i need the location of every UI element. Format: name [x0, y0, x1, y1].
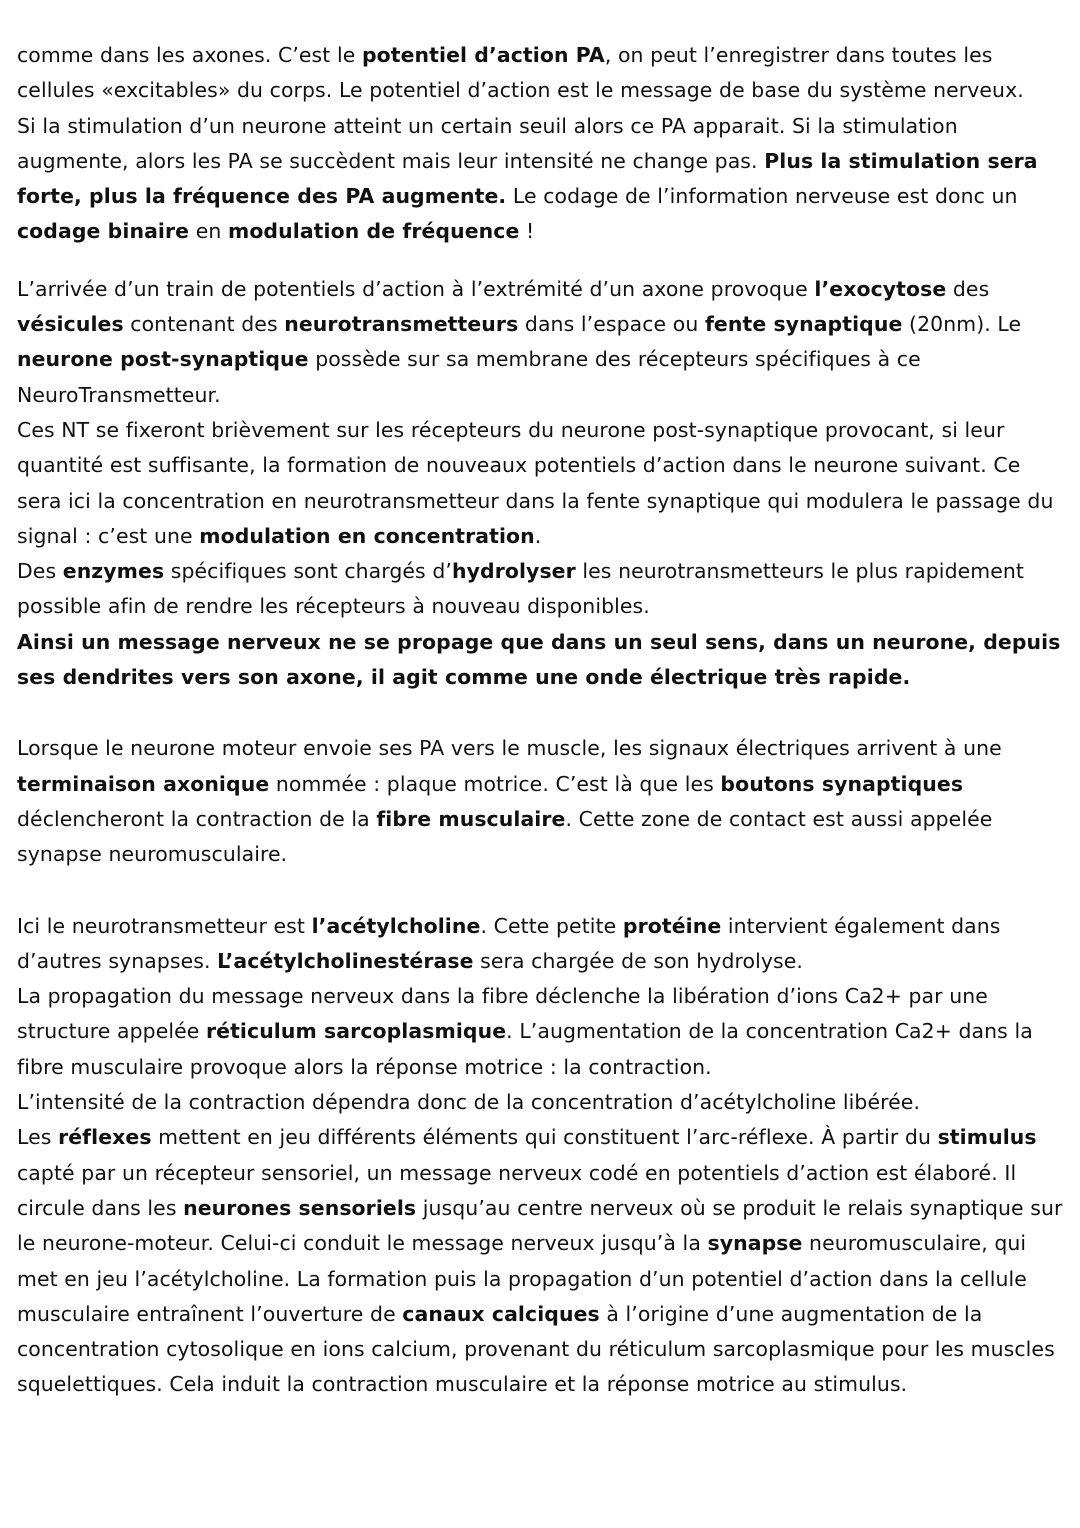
text-run: L’intensité de la contraction dépendra donc de la concentration d’acétylcholine libérée. [17, 1090, 921, 1115]
bold-term: Ainsi un message nerveux ne se propage que dans un seul sens, dans un neurone, depuis ses dendrites vers son axone, il agit comme une onde électrique très rapide. [17, 629, 1061, 690]
paragraph-spacer [17, 250, 1067, 272]
paragraph-p8 [17, 909, 1067, 980]
bold-term: l’acétylcholine [311, 913, 481, 938]
text-run: neuromusculaire, qui met en jeu l’acétylcholine. La formation puis la propagation d’un potentiel d’action dans la cellule musculaire entraînent l’ouverture de [17, 1231, 1027, 1326]
text-run: des [946, 276, 990, 301]
bold-term: boutons synaptiques [720, 771, 964, 796]
text-run: Les [17, 1125, 59, 1150]
text-run: mettent en jeu différents éléments qui constituent l’arc-réflexe. À partir du [151, 1125, 938, 1150]
bold-term: neurone post-synaptique [17, 347, 309, 372]
bold-term: neurotransmetteurs [284, 312, 519, 337]
bold-term: Plus la stimulation sera forte, plus la fréquence des PA augmente. [17, 148, 1038, 209]
text-run: L’arrivée d’un train de potentiels d’action à l’extrémité d’un axone provoque [17, 276, 815, 301]
bold-term: hydrolyser [452, 559, 576, 584]
text-run: comme dans les axones. C’est le [17, 43, 362, 67]
text-run: à l’origine d’une augmentation de la concentration cytosolique en ions calcium, provenant du réticulum sarcoplasmique pour les muscles squelettiques. Cela induit la contraction musculaire et la réponse motrice au stimulus. [17, 1301, 1055, 1397]
text-run: , on peut l’enregistrer dans toutes les cellules «excitables» du corps. Le potentiel d’action est le message de base du système nerveux. [17, 43, 1024, 103]
text-run: Ces NT se fixeront brièvement sur les récepteurs du neurone post-synaptique provocant, si leur quantité est suffisante, la formation de nouveaux potentiels d’action dans le neurone suivant. Ce sera ici la concentration en neurotransmetteur dans la fente synaptique qui modulera le passage du signal : c’est une [17, 417, 1054, 548]
paragraph-p10 [17, 1085, 1067, 1120]
bold-term: réticulum sarcoplasmique [205, 1019, 507, 1044]
bold-term: codage binaire [17, 219, 190, 244]
bold-term: synapse [707, 1231, 803, 1256]
bold-term: modulation en concentration [199, 523, 535, 548]
bold-term: fente synaptique [704, 312, 903, 337]
text-run: jusqu’au centre nerveux où se produit le relais synaptique sur le neurone-moteur. Celui-ci conduit le message nerveux jusqu’à la [17, 1195, 1063, 1256]
text-run: capté par un récepteur sensoriel, un message nerveux codé en potentiels d’action est élaboré. Il circule dans les [17, 1160, 1017, 1220]
text-run: . L’augmentation de la concentration Ca2+ dans la fibre musculaire provoque alors la réponse motrice : la contraction. [17, 1019, 1033, 1079]
bold-term: l’exocytose [814, 276, 947, 301]
paragraph-p7 [17, 731, 1067, 872]
paragraph-p6 [17, 625, 1067, 696]
text-run: . Cette petite [480, 913, 623, 938]
paragraph-p5 [17, 554, 1067, 625]
paragraph-p9 [17, 979, 1067, 1085]
paragraph-p2 [17, 109, 1067, 250]
text-run: Si la stimulation d’un neurone atteint un certain seuil alors ce PA apparait. Si la stimulation augmente, alors les PA se succèdent mais leur intensité ne change pas. [17, 113, 958, 173]
document-page [17, 38, 1067, 1403]
text-run: Des [17, 559, 63, 584]
bold-term: L’acétylcholinestérase [217, 948, 474, 973]
paragraph-p4 [17, 413, 1067, 554]
paragraph-spacer [17, 695, 1067, 731]
bold-term: fibre musculaire [376, 806, 566, 831]
text-run: contenant des [123, 312, 285, 337]
text-run: déclencheront la contraction de la [17, 806, 377, 831]
text-run: sera chargée de son hydrolyse. [473, 948, 804, 973]
text-run: Lorsque le neurone moteur envoie ses PA vers le muscle, les signaux électriques arrivent à une [17, 736, 1002, 761]
text-run: en [189, 219, 228, 244]
bold-term: enzymes [62, 559, 165, 584]
text-run: . [534, 523, 542, 548]
bold-term: neurones sensoriels [183, 1195, 417, 1220]
bold-term: canaux calciques [402, 1301, 600, 1326]
bold-term: potentiel d’action PA [361, 43, 605, 67]
bold-term: protéine [622, 913, 722, 938]
text-run: La propagation du message nerveux dans la fibre déclenche la libération d’ions Ca2+ par une structure appelée [17, 984, 988, 1044]
paragraph-spacer [17, 873, 1067, 909]
text-run: nommée : plaque motrice. C’est là que les [269, 771, 721, 796]
bold-term: réflexes [58, 1125, 152, 1150]
bold-term: modulation de fréquence [227, 219, 520, 244]
text-run: Le codage de l’information nerveuse est donc un [506, 184, 1018, 209]
text-run: possède sur sa membrane des récepteurs spécifiques à ce NeuroTransmetteur. [17, 347, 921, 407]
text-run: les neurotransmetteurs le plus rapidement possible afin de rendre les récepteurs à nouveau disponibles. [17, 559, 1024, 619]
text-run: . Cette zone de contact est aussi appelée synapse neuromusculaire. [17, 806, 993, 867]
text-run: intervient également dans d’autres synapses. [17, 913, 1001, 973]
paragraph-p3 [17, 272, 1067, 413]
paragraph-p1 [17, 38, 1067, 109]
text-run: Ici le neurotransmetteur est [17, 913, 312, 938]
text-run: (20nm). Le [902, 312, 1022, 337]
bold-term: vésicules [17, 312, 124, 337]
text-run: spécifiques sont chargés d’ [164, 559, 452, 584]
text-run: ! [519, 219, 535, 244]
paragraph-p11 [17, 1120, 1067, 1402]
bold-term: terminaison axonique [17, 771, 270, 796]
bold-term: stimulus [937, 1125, 1037, 1150]
text-run: dans l’espace ou [518, 312, 705, 337]
